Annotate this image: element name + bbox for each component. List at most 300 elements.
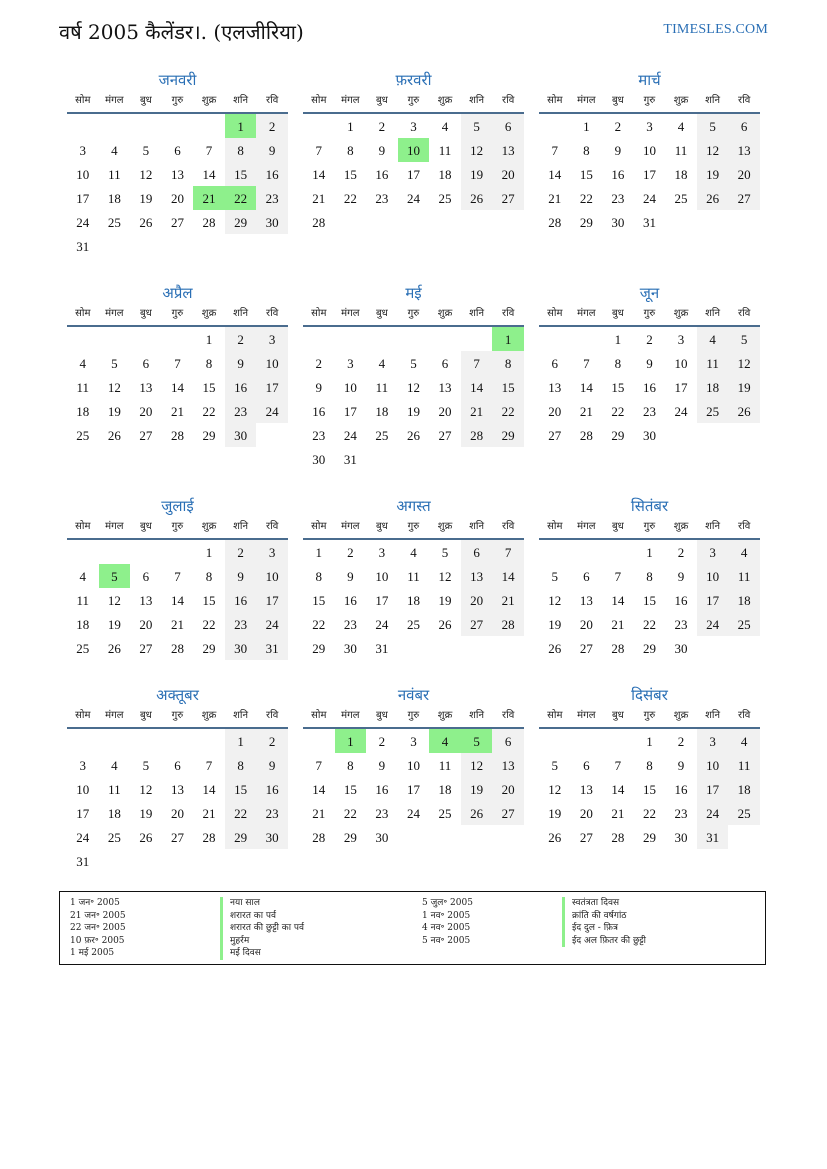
week-row bbox=[539, 138, 760, 162]
day-cell: 28 bbox=[579, 428, 593, 443]
day-cell: 27 bbox=[579, 830, 593, 845]
weekday-header bbox=[303, 90, 524, 114]
day-cell: 11 bbox=[407, 569, 420, 584]
weekday-label: रवि bbox=[502, 521, 515, 532]
day-cell: 10 bbox=[398, 138, 430, 162]
weekday-label: रवि bbox=[502, 710, 515, 721]
day-cell: 22 bbox=[642, 806, 656, 821]
day-cell: 16 bbox=[256, 777, 288, 801]
weekday-header bbox=[67, 303, 288, 327]
day-cell: 6 bbox=[142, 569, 150, 584]
day-cell: 9 bbox=[378, 758, 386, 773]
week-row bbox=[303, 162, 524, 186]
day-cell: 11 bbox=[76, 593, 90, 608]
week-row bbox=[67, 849, 288, 873]
day-cell: 23 bbox=[375, 191, 389, 206]
day-cell: 6 bbox=[551, 356, 559, 371]
day-cell: 23 bbox=[642, 404, 656, 419]
empty-day-cell bbox=[697, 636, 729, 660]
day-cell: 31 bbox=[256, 636, 288, 660]
day-cell: 25 bbox=[406, 617, 420, 632]
day-cell: 28 bbox=[548, 215, 562, 230]
day-cell: 3 bbox=[378, 545, 386, 560]
day-cell: 12 bbox=[461, 753, 493, 777]
weekday-label: गुरु bbox=[171, 308, 184, 319]
day-cell: 18 bbox=[406, 593, 420, 608]
weekday-label: गुरु bbox=[643, 521, 656, 532]
day-cell: 3 bbox=[79, 143, 87, 158]
day-cell: 15 bbox=[343, 167, 357, 182]
weekday-label: सोम bbox=[75, 308, 91, 319]
day-cell: 29 bbox=[225, 210, 257, 234]
empty-day-cell bbox=[728, 825, 760, 849]
day-cell: 8 bbox=[315, 569, 323, 584]
day-cell: 29 bbox=[312, 641, 326, 656]
day-cell: 16 bbox=[375, 167, 389, 182]
day-cell: 2 bbox=[256, 729, 288, 753]
day-cell: 3 bbox=[677, 332, 685, 347]
day-cell: 16 bbox=[343, 593, 357, 608]
day-cell: 20 bbox=[492, 162, 524, 186]
day-cell: 10 bbox=[343, 380, 357, 395]
day-cell: 13 bbox=[170, 167, 184, 182]
day-cell: 17 bbox=[697, 777, 729, 801]
day-cell: 8 bbox=[347, 143, 354, 158]
day-cell: 15 bbox=[642, 782, 656, 797]
day-cell: 10 bbox=[76, 782, 90, 797]
weekday-label: बुध bbox=[375, 95, 388, 106]
day-cell: 23 bbox=[611, 191, 625, 206]
empty-day-cell bbox=[162, 234, 194, 258]
empty-day-cell bbox=[99, 729, 131, 753]
week-row bbox=[303, 447, 524, 471]
day-cell: 2 bbox=[677, 545, 685, 560]
weekday-label: सोम bbox=[75, 521, 91, 532]
empty-day-cell bbox=[398, 210, 430, 234]
weekday-label: सोम bbox=[547, 521, 563, 532]
weekday-label: बुध bbox=[139, 710, 152, 721]
weekday-header bbox=[67, 705, 288, 729]
day-cell: 17 bbox=[343, 404, 357, 419]
day-cell: 29 bbox=[611, 428, 625, 443]
day-cell: 22 bbox=[225, 186, 257, 210]
holiday-dates-right bbox=[422, 897, 473, 947]
week-row bbox=[67, 114, 288, 138]
empty-day-cell bbox=[461, 636, 493, 660]
day-cell: 18 bbox=[438, 782, 452, 797]
day-cell: 3 bbox=[697, 540, 729, 564]
day-cell: 17 bbox=[375, 593, 389, 608]
weekday-label: शनि bbox=[705, 308, 721, 319]
day-cell: 29 bbox=[642, 641, 656, 656]
month-name: अप्रैल bbox=[162, 284, 193, 302]
empty-day-cell bbox=[303, 114, 335, 138]
holiday-date: 10 फ़र॰ 2005 bbox=[70, 935, 125, 946]
week-row bbox=[303, 564, 524, 588]
day-cell: 27 bbox=[728, 186, 760, 210]
day-cell: 5 bbox=[441, 545, 449, 560]
empty-day-cell bbox=[429, 327, 461, 351]
month-name: मार्च bbox=[638, 71, 661, 89]
weekday-label: शनि bbox=[705, 710, 721, 721]
month-name: सितंबर bbox=[630, 497, 669, 515]
day-cell: 20 bbox=[139, 404, 153, 419]
day-cell: 15 bbox=[202, 380, 216, 395]
day-cell: 25 bbox=[697, 399, 729, 423]
day-cell: 20 bbox=[548, 404, 562, 419]
day-cell: 20 bbox=[139, 617, 153, 632]
weekday-label: रवि bbox=[266, 521, 279, 532]
day-cell: 14 bbox=[312, 167, 326, 182]
month-calendar bbox=[67, 496, 288, 660]
week-row bbox=[303, 636, 524, 660]
day-cell: 14 bbox=[170, 380, 184, 395]
day-cell: 25 bbox=[674, 191, 688, 206]
holiday-name: शरारत का पर्व bbox=[220, 910, 304, 923]
month-calendar bbox=[303, 496, 524, 660]
day-cell: 18 bbox=[728, 588, 760, 612]
day-cell: 30 bbox=[225, 423, 257, 447]
day-cell: 9 bbox=[256, 753, 288, 777]
day-cell: 21 bbox=[492, 588, 524, 612]
weekday-label: गुरु bbox=[407, 95, 420, 106]
weekday-label: मंगल bbox=[577, 521, 596, 532]
month-calendar bbox=[67, 283, 288, 447]
empty-day-cell bbox=[366, 210, 398, 234]
week-row bbox=[67, 234, 288, 258]
day-cell: 13 bbox=[170, 782, 184, 797]
day-cell: 2 bbox=[378, 119, 386, 134]
weekday-label: शनि bbox=[469, 308, 485, 319]
weekday-label: शुक्र bbox=[437, 521, 453, 532]
day-cell: 17 bbox=[642, 167, 656, 182]
day-cell: 19 bbox=[107, 404, 121, 419]
day-cell: 10 bbox=[256, 564, 288, 588]
empty-day-cell bbox=[366, 447, 398, 471]
day-cell: 16 bbox=[375, 782, 389, 797]
day-cell: 20 bbox=[438, 404, 452, 419]
weekday-label: शुक्र bbox=[201, 308, 217, 319]
empty-day-cell bbox=[256, 423, 288, 447]
day-cell: 23 bbox=[312, 428, 326, 443]
holiday-date: 5 नव॰ 2005 bbox=[422, 935, 471, 946]
day-cell: 16 bbox=[674, 782, 688, 797]
empty-day-cell bbox=[697, 210, 729, 234]
empty-day-cell bbox=[130, 234, 162, 258]
day-cell: 30 bbox=[674, 830, 688, 845]
weekday-label: बुध bbox=[611, 710, 624, 721]
day-cell: 24 bbox=[343, 428, 357, 443]
day-cell: 5 bbox=[99, 564, 131, 588]
day-cell: 25 bbox=[76, 641, 90, 656]
weekday-label: शुक्र bbox=[673, 95, 689, 106]
empty-day-cell bbox=[162, 729, 194, 753]
day-cell: 3 bbox=[410, 734, 417, 749]
day-cell: 8 bbox=[347, 758, 354, 773]
week-row bbox=[67, 729, 288, 753]
week-row bbox=[67, 753, 288, 777]
day-cell: 30 bbox=[225, 636, 257, 660]
day-cell: 28 bbox=[170, 428, 184, 443]
day-cell: 27 bbox=[492, 186, 524, 210]
empty-day-cell bbox=[256, 234, 288, 258]
day-cell: 14 bbox=[202, 782, 216, 797]
page-title: वर्ष 2005 कैलेंडर।. (एलजीरिया) bbox=[59, 20, 304, 44]
weekday-label: गुरु bbox=[643, 95, 656, 106]
week-row bbox=[539, 423, 760, 447]
day-cell: 24 bbox=[642, 191, 656, 206]
week-row bbox=[303, 351, 524, 375]
empty-day-cell bbox=[99, 540, 131, 564]
empty-day-cell bbox=[461, 825, 493, 849]
day-cell: 13 bbox=[579, 782, 593, 797]
week-row bbox=[67, 777, 288, 801]
day-cell: 5 bbox=[551, 758, 559, 773]
week-row bbox=[539, 399, 760, 423]
weekday-label: मंगल bbox=[577, 308, 596, 319]
week-row bbox=[303, 729, 524, 753]
month-name: दिसंबर bbox=[631, 686, 668, 704]
weekday-header bbox=[67, 516, 288, 540]
day-cell: 4 bbox=[79, 569, 87, 584]
day-cell: 31 bbox=[343, 452, 357, 467]
weekday-label: रवि bbox=[266, 710, 279, 721]
day-cell: 15 bbox=[312, 593, 326, 608]
month-calendar bbox=[539, 70, 760, 234]
day-cell: 24 bbox=[256, 399, 288, 423]
weekday-label: शुक्र bbox=[201, 710, 217, 721]
day-cell: 2 bbox=[646, 332, 653, 347]
day-cell: 3 bbox=[410, 119, 417, 134]
week-row bbox=[539, 186, 760, 210]
day-cell: 2 bbox=[378, 734, 386, 749]
day-cell: 27 bbox=[579, 641, 593, 656]
day-cell: 1 bbox=[492, 327, 524, 351]
weekday-label: शुक्र bbox=[201, 521, 217, 532]
empty-day-cell bbox=[99, 114, 131, 138]
day-cell: 18 bbox=[438, 167, 452, 182]
day-cell: 7 bbox=[551, 143, 559, 158]
weekday-label: गुरु bbox=[171, 710, 184, 721]
empty-day-cell bbox=[728, 636, 760, 660]
week-row bbox=[303, 612, 524, 636]
week-row bbox=[303, 801, 524, 825]
day-cell: 31 bbox=[76, 854, 90, 869]
weekday-label: मंगल bbox=[105, 710, 124, 721]
weekday-label: गुरु bbox=[171, 521, 184, 532]
day-cell: 23 bbox=[343, 617, 357, 632]
day-cell: 7 bbox=[461, 351, 493, 375]
empty-day-cell bbox=[130, 849, 162, 873]
day-cell: 30 bbox=[256, 825, 288, 849]
week-row bbox=[67, 825, 288, 849]
day-cell: 7 bbox=[583, 356, 590, 371]
empty-day-cell bbox=[162, 849, 194, 873]
day-cell: 7 bbox=[174, 356, 181, 371]
day-cell: 25 bbox=[76, 428, 90, 443]
month-name: फ़रवरी bbox=[395, 71, 432, 89]
day-cell: 20 bbox=[579, 806, 593, 821]
day-cell: 1 bbox=[205, 332, 213, 347]
week-row bbox=[303, 375, 524, 399]
weekday-header bbox=[303, 705, 524, 729]
day-cell: 21 bbox=[170, 617, 184, 632]
empty-day-cell bbox=[461, 447, 493, 471]
day-cell: 13 bbox=[728, 138, 760, 162]
day-cell: 6 bbox=[492, 729, 524, 753]
week-row bbox=[67, 210, 288, 234]
day-cell: 11 bbox=[108, 782, 121, 797]
day-cell: 23 bbox=[225, 399, 257, 423]
day-cell: 9 bbox=[614, 143, 622, 158]
week-row bbox=[539, 777, 760, 801]
empty-day-cell bbox=[539, 540, 571, 564]
day-cell: 19 bbox=[461, 777, 493, 801]
day-cell: 13 bbox=[139, 380, 153, 395]
empty-day-cell bbox=[366, 327, 398, 351]
weekday-label: सोम bbox=[547, 95, 563, 106]
weekday-label: बुध bbox=[611, 521, 624, 532]
day-cell: 28 bbox=[492, 612, 524, 636]
day-cell: 2 bbox=[256, 114, 288, 138]
day-cell: 19 bbox=[438, 593, 452, 608]
day-cell: 9 bbox=[347, 569, 354, 584]
holiday-names-right bbox=[562, 897, 646, 947]
day-cell: 30 bbox=[375, 830, 389, 845]
day-cell: 12 bbox=[107, 593, 121, 608]
weekday-label: सोम bbox=[547, 710, 563, 721]
empty-day-cell bbox=[665, 423, 697, 447]
week-row bbox=[67, 423, 288, 447]
site-link[interactable]: TIMESLES.COM bbox=[663, 22, 768, 37]
empty-day-cell bbox=[602, 540, 634, 564]
empty-day-cell bbox=[99, 849, 131, 873]
month-calendar bbox=[303, 685, 524, 849]
day-cell: 1 bbox=[205, 545, 213, 560]
weekday-label: मंगल bbox=[341, 95, 360, 106]
day-cell: 19 bbox=[697, 162, 729, 186]
day-cell: 9 bbox=[677, 758, 685, 773]
holiday-name: स्वतंत्रता दिवस bbox=[562, 897, 646, 910]
week-row bbox=[67, 636, 288, 660]
empty-day-cell bbox=[398, 327, 430, 351]
day-cell: 8 bbox=[225, 753, 257, 777]
empty-day-cell bbox=[492, 825, 524, 849]
weekday-label: बुध bbox=[139, 521, 152, 532]
weekday-label: बुध bbox=[139, 308, 152, 319]
empty-day-cell bbox=[539, 114, 571, 138]
day-cell: 10 bbox=[256, 351, 288, 375]
day-cell: 1 bbox=[646, 734, 653, 749]
day-cell: 4 bbox=[378, 356, 386, 371]
day-cell: 28 bbox=[170, 641, 184, 656]
day-cell: 13 bbox=[461, 564, 493, 588]
day-cell: 4 bbox=[429, 729, 461, 753]
day-cell: 3 bbox=[697, 729, 729, 753]
day-cell: 17 bbox=[406, 782, 420, 797]
day-cell: 30 bbox=[343, 641, 357, 656]
day-cell: 26 bbox=[548, 830, 562, 845]
day-cell: 20 bbox=[170, 806, 184, 821]
weekday-label: रवि bbox=[266, 95, 279, 106]
day-cell: 27 bbox=[139, 641, 153, 656]
week-row bbox=[303, 777, 524, 801]
day-cell: 22 bbox=[225, 801, 257, 825]
day-cell: 7 bbox=[205, 758, 213, 773]
day-cell: 6 bbox=[174, 143, 181, 158]
month-calendar bbox=[303, 283, 524, 471]
day-cell: 9 bbox=[225, 351, 257, 375]
day-cell: 19 bbox=[728, 375, 760, 399]
empty-day-cell bbox=[335, 327, 367, 351]
week-row bbox=[539, 636, 760, 660]
weekday-label: शनि bbox=[469, 710, 485, 721]
week-row bbox=[539, 162, 760, 186]
day-cell: 1 bbox=[347, 119, 354, 134]
day-cell: 14 bbox=[170, 593, 184, 608]
day-cell: 8 bbox=[646, 569, 653, 584]
week-row bbox=[539, 612, 760, 636]
day-cell: 9 bbox=[677, 569, 685, 584]
day-cell: 20 bbox=[170, 191, 184, 206]
weekday-label: सोम bbox=[311, 308, 327, 319]
day-cell: 31 bbox=[697, 825, 729, 849]
day-cell: 1 bbox=[583, 119, 590, 134]
weekday-label: रवि bbox=[738, 95, 751, 106]
empty-day-cell bbox=[193, 114, 225, 138]
empty-day-cell bbox=[429, 636, 461, 660]
weekday-label: शनि bbox=[233, 308, 249, 319]
weekday-label: गुरु bbox=[171, 95, 184, 106]
day-cell: 18 bbox=[107, 191, 121, 206]
empty-day-cell bbox=[539, 327, 571, 351]
day-cell: 6 bbox=[142, 356, 150, 371]
empty-day-cell bbox=[99, 327, 131, 351]
weekday-label: गुरु bbox=[407, 521, 420, 532]
day-cell: 18 bbox=[76, 617, 90, 632]
week-row bbox=[539, 588, 760, 612]
day-cell: 17 bbox=[256, 588, 288, 612]
day-cell: 12 bbox=[406, 380, 420, 395]
day-cell: 25 bbox=[107, 215, 121, 230]
empty-day-cell bbox=[697, 423, 729, 447]
weekday-label: मंगल bbox=[341, 521, 360, 532]
day-cell: 8 bbox=[583, 143, 590, 158]
day-cell: 12 bbox=[548, 782, 562, 797]
day-cell: 11 bbox=[76, 380, 90, 395]
holiday-name: शरारत की छुट्टी का पर्व bbox=[220, 922, 304, 935]
day-cell: 11 bbox=[438, 143, 452, 158]
day-cell: 13 bbox=[579, 593, 593, 608]
holiday-name: नया साल bbox=[220, 897, 304, 910]
day-cell: 22 bbox=[343, 806, 357, 821]
week-row bbox=[67, 327, 288, 351]
weekday-label: बुध bbox=[375, 521, 388, 532]
week-row bbox=[67, 351, 288, 375]
day-cell: 11 bbox=[697, 351, 729, 375]
day-cell: 26 bbox=[438, 617, 452, 632]
day-cell: 19 bbox=[139, 806, 153, 821]
month-name: अक्तूबर bbox=[156, 686, 199, 704]
empty-day-cell bbox=[335, 210, 367, 234]
month-calendar bbox=[67, 70, 288, 258]
empty-day-cell bbox=[398, 447, 430, 471]
day-cell: 20 bbox=[579, 617, 593, 632]
weekday-label: मंगल bbox=[105, 95, 124, 106]
day-cell: 22 bbox=[611, 404, 625, 419]
week-row bbox=[303, 540, 524, 564]
empty-day-cell bbox=[492, 210, 524, 234]
